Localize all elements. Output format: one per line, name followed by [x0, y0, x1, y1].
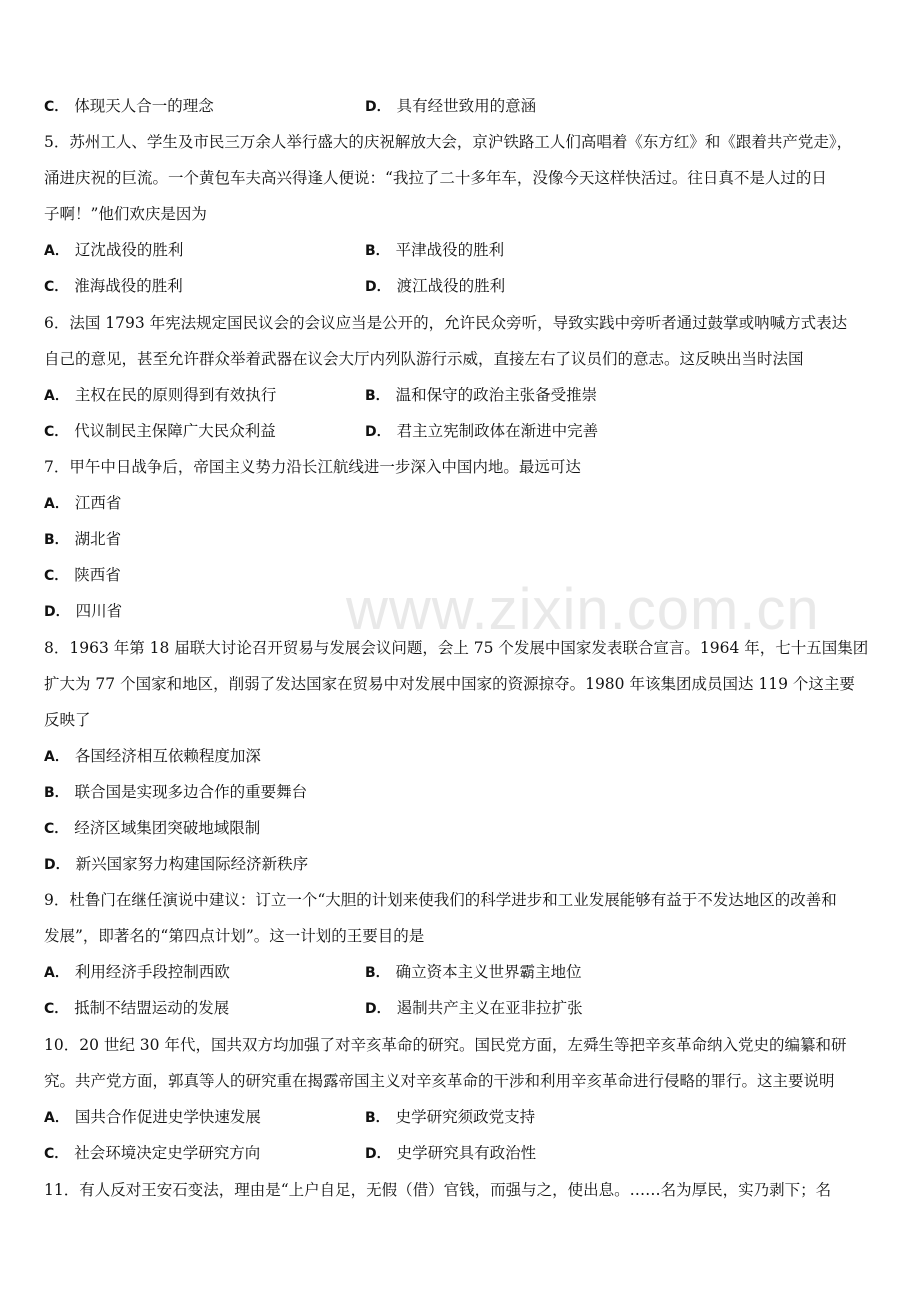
q9-option-c: C． 抵制不结盟运动的发展 — [44, 999, 230, 1017]
q6-stem-line: 自己的意见，甚至允许群众举着武器在议会大厅内列队游行示威，直接左右了议员们的意志。这反映出当时法国 — [44, 350, 804, 368]
q6-option-c: C． 代议制民主保障广大民众利益 — [44, 422, 276, 440]
q10-stem-line: 10．20 世纪 30 年代，国共双方均加强了对辛亥革命的研究。国民党方面，左舜生等把辛亥革命纳入党史的编纂和研 — [44, 1036, 847, 1054]
q8-stem-line: 反映了 — [44, 711, 91, 729]
q8-option-d: D． 新兴国家努力构建国际经济新秩序 — [44, 855, 309, 873]
q8-option-a: A． 各国经济相互依赖程度加深 — [44, 747, 261, 765]
watermark: www.zixin.com.cn — [346, 577, 820, 642]
q5-option-c: C． 淮海战役的胜利 — [44, 277, 183, 295]
q10-option-c: C． 社会环境决定史学研究方向 — [44, 1144, 261, 1162]
q5-option-a: A． 辽沈战役的胜利 — [44, 241, 184, 259]
q10-option-a: A． 国共合作促进史学快速发展 — [44, 1108, 261, 1126]
q5-option-b: B． 平津战役的胜利 — [365, 241, 505, 259]
q10-option-d: D． 史学研究具有政治性 — [365, 1144, 537, 1162]
q9-option-b: B． 确立资本主义世界霸主地位 — [365, 963, 582, 981]
q4-option-d: D． 具有经世致用的意涵 — [365, 97, 537, 115]
q8-stem-line: 8．1963 年第 18 届联大讨论召开贸易与发展会议问题，会上 75 个发展中国家发表联合宣言。1964 年，七十五国集团 — [44, 639, 869, 657]
q7-option-b: B． 湖北省 — [44, 530, 122, 548]
q7-option-d: D． 四川省 — [44, 602, 123, 620]
q6-option-b: B． 温和保守的政治主张备受推崇 — [365, 386, 598, 404]
q7-option-c: C． 陕西省 — [44, 566, 121, 584]
q9-option-d: D． 遏制共产主义在亚非拉扩张 — [365, 999, 583, 1017]
q7-option-a: A． 江西省 — [44, 494, 122, 512]
q11-stem-line: 11．有人反对王安石变法，理由是“上户自足，无假（借）官钱，而强与之，使出息。……名为厚民，实乃剥下；名 — [44, 1181, 832, 1199]
q8-stem-line: 扩大为 77 个国家和地区，削弱了发达国家在贸易中对发展中国家的资源掠夺。1980 年该集团成员国达 119 个这主要 — [44, 675, 855, 693]
q4-option-c: C． 体现天人合一的理念 — [44, 97, 214, 115]
q6-option-d: D． 君主立宪制政体在渐进中完善 — [365, 422, 599, 440]
q7-stem-line: 7．甲午中日战争后，帝国主义势力沿长江航线进一步深入中国内地。最远可达 — [44, 458, 581, 476]
q10-stem-line: 究。共产党方面，郭真等人的研究重在揭露帝国主义对辛亥革命的干涉和利用辛亥革命进行侵略的罪行。这主要说明 — [44, 1072, 835, 1090]
q6-option-a: A． 主权在民的原则得到有效执行 — [44, 386, 277, 404]
q5-option-d: D． 渡江战役的胜利 — [365, 277, 506, 295]
q9-option-a: A． 利用经济手段控制西欧 — [44, 963, 230, 981]
q9-stem-line: 9．杜鲁门在继任演说中建议：订立一个“大胆的计划来使我们的科学进步和工业发展能够有益于不发达地区的改善和 — [44, 891, 837, 909]
q5-stem-line: 5．苏州工人、学生及市民三万余人举行盛大的庆祝解放大会，京沪铁路工人们高唱着《东方红》和《跟着共产党走》， — [44, 133, 853, 151]
q9-stem-line: 发展”，即著名的“第四点计划”。这一计划的王要目的是 — [44, 927, 425, 945]
q8-option-b: B． 联合国是实现多边合作的重要舞台 — [44, 783, 308, 801]
q6-stem-line: 6．法国 1793 年宪法规定国民议会的会议应当是公开的，允许民众旁听，导致实践中旁听者通过鼓掌或呐喊方式表达 — [44, 314, 848, 332]
q5-stem-line: 涌进庆祝的巨流。一个黄包车夫高兴得逢人便说：“我拉了二十多年车，没像今天这样快活过。往日真不是人过的日 — [44, 169, 827, 187]
q10-option-b: B． 史学研究须政党支持 — [365, 1108, 536, 1126]
q5-stem-line: 子啊！”他们欢庆是因为 — [44, 205, 207, 223]
q8-option-c: C． 经济区域集团突破地域限制 — [44, 819, 261, 837]
